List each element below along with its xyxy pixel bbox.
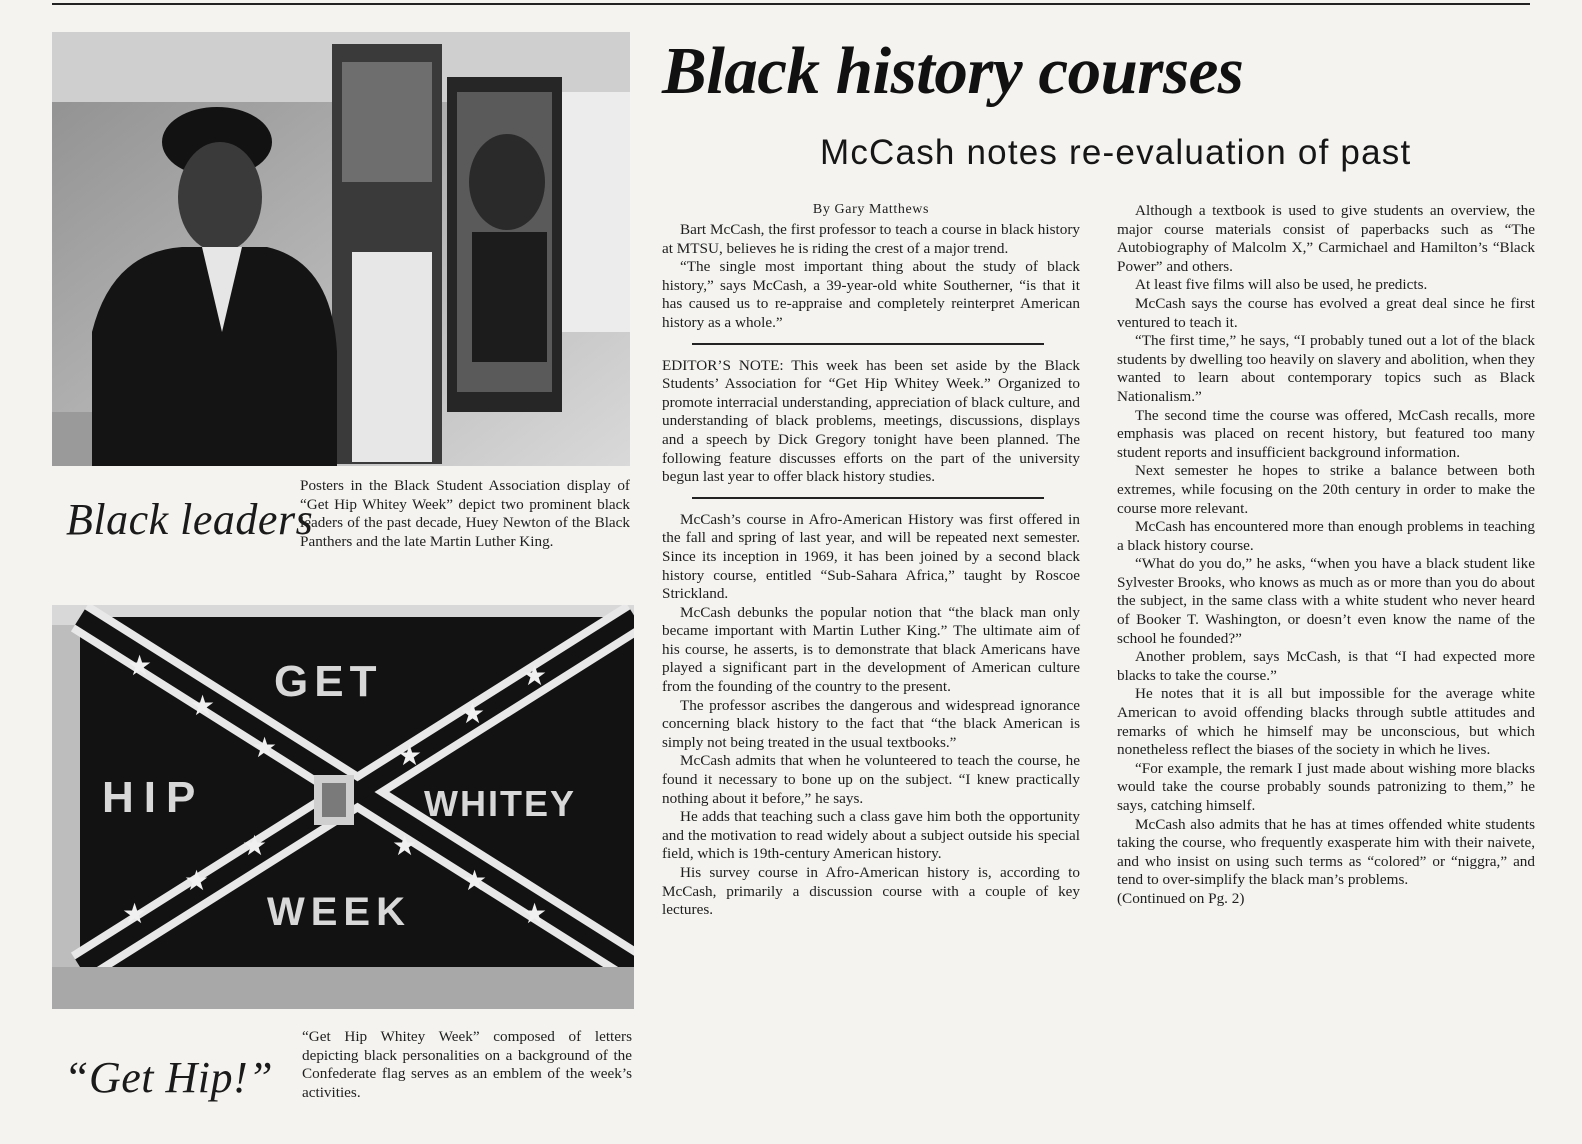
photo2-big-caption: “Get Hip!” bbox=[64, 1053, 274, 1102]
body-paragraph: McCash has encountered more than enough problems in teaching a black history course. bbox=[1117, 518, 1535, 554]
divider-rule bbox=[692, 497, 1044, 499]
photo-black-leaders bbox=[52, 32, 630, 466]
body-paragraph: McCash admits that when he volunteered to teach the course, he found it necessary to bone up on the subject. “I knew practically nothing about it before,” he says. bbox=[662, 752, 1080, 807]
subheadline: McCash notes re-evaluation of past bbox=[820, 133, 1412, 172]
body-paragraph: He adds that teaching such a class gave him both the opportunity and the motivation to read widely about a subject outside his special field, which is 19th-century American history. bbox=[662, 808, 1080, 863]
svg-text:★: ★ bbox=[522, 659, 548, 692]
body-paragraph: At least five films will also be used, he predicts. bbox=[1135, 276, 1428, 294]
body-paragraph: Although a textbook is used to give students an overview, the major course materials consist of paperbacks such as “The Autobiography of Malcolm X,” Carmichael and Hamilton’s “Black Power” and others. bbox=[1117, 202, 1535, 275]
svg-text:★: ★ bbox=[252, 731, 278, 764]
divider-rule bbox=[692, 343, 1044, 345]
svg-text:★: ★ bbox=[127, 649, 153, 682]
svg-text:★: ★ bbox=[122, 897, 148, 930]
top-rule bbox=[52, 3, 1530, 5]
body-paragraph: “What do you do,” he asks, “when you have a black student like Sylvester Brooks, who knows as much as or more than you do about the subject, in the same class with a white student who never heard of Booker T. Washington, or doesn’t even know the name of the school he founded?” bbox=[1117, 555, 1535, 647]
article-column-2 bbox=[1117, 202, 1535, 909]
photo2-caption: “Get Hip Whitey Week” composed of letters depicting black personalities on a background of the Confederate flag serves as an emblem of the week’s activities. bbox=[302, 1028, 632, 1101]
editors-note: EDITOR’S NOTE: This week has been set aside by the Black Students’ Association for “Get Hip Whitey Week.” Organized to promote interracial understanding, appreciation of black culture, and understanding of black problems, meetings, discussions, displays and a speech by Dick Gregory tonight have been planned. The following feature discusses efforts on the part of the university begun last year to offer black history studies. bbox=[662, 356, 1080, 486]
byline: By Gary Matthews bbox=[812, 202, 930, 217]
body-paragraph: McCash’s course in Afro-American History was first offered in the fall and spring of last year, and will be repeated next semester. Since its inception in 1969, it has been joined by a second black history course, entitled “Sub-Sahara Africa,” taught by Roscoe Strickland. bbox=[662, 510, 1080, 603]
photo1-caption: Posters in the Black Student Association display of “Get Hip Whitey Week” depict two prominent black leaders of the past decade, Huey Newton of the Black Panthers and the late Martin Luther King. bbox=[300, 477, 630, 550]
continued-link[interactable]: (Continued on Pg. 2) bbox=[1117, 889, 1245, 907]
body-paragraph: McCash also admits that he has at times offended white students taking the course, who frequently exasperate him with their naivete, and who insist on using such terms as “colored” or “niggra,” and tend to over-simplify the black man’s problems. bbox=[1117, 815, 1535, 889]
svg-text:★: ★ bbox=[190, 689, 216, 722]
photo1-big-caption: Black leaders bbox=[66, 495, 314, 544]
flag-word-whitey: WHITEY bbox=[424, 783, 576, 824]
intro-paragraph: “The single most important thing about the study of black history,” says McCash, a 39-year-old white Southerner, “is that it has caused us to re-appraise and completely reinterpret American history as a whole.” bbox=[662, 258, 1080, 331]
body-paragraph: McCash debunks the popular notion that “the black man only became important with Martin Luther King.” The ultimate aim of his course, he asserts, is to demonstrate that black Americans have played a significant part in the development of American culture from the founding of the country to the present. bbox=[662, 603, 1080, 696]
body-paragraph: “For example, the remark I just made about wishing more blacks would take the course probably sounds patronizing to them,” he says, catching himself. bbox=[1117, 759, 1535, 814]
body-paragraph: His survey course in Afro-American history is, according to McCash, primarily a discussion course with a couple of key lectures. bbox=[662, 864, 1080, 919]
svg-text:★: ★ bbox=[462, 864, 488, 897]
body-paragraph: “The first time,” he says, “I probably tuned out a lot of the black students by dwelling too heavily on slavery and abolition, when they wanted to learn about contemporary topics such as Black Nationalism.” bbox=[1117, 332, 1536, 405]
body-paragraph: Next semester he hopes to strike a balance between both extremes, while focusing on the 20th century in order to make the course more relevant. bbox=[1117, 462, 1535, 517]
flag-word-week: WEEK bbox=[267, 890, 411, 934]
svg-text:★: ★ bbox=[460, 697, 486, 730]
article-column-1 bbox=[662, 201, 1080, 920]
svg-text:★: ★ bbox=[397, 739, 423, 772]
flag-word-get: GET bbox=[274, 657, 383, 706]
body-paragraph: The second time the course was offered, McCash recalls, more emphasis was placed on recent history, but featured too many student reports and insufficient background information. bbox=[1117, 406, 1535, 461]
photo-get-hip-flag bbox=[52, 605, 634, 1009]
body-paragraph: McCash says the course has evolved a great deal since he first ventured to teach it. bbox=[1117, 294, 1535, 331]
intro-paragraph: Bart McCash, the first professor to teach a course in black history at MTSU, believes he is riding the crest of a major trend. bbox=[662, 221, 1080, 257]
flag-word-hip: HIP bbox=[102, 773, 206, 822]
body-paragraph: He notes that it is all but impossible for the average white American to avoid offending blacks through subtle attitudes and remarks of which he himself may be unconscious, but which nonetheless reflect the biases of the society in which he lives. bbox=[1117, 685, 1535, 759]
body-paragraph: Another problem, says McCash, is that “I had expected more blacks to take the course.” bbox=[1117, 648, 1535, 684]
headline: Black history courses bbox=[662, 34, 1244, 108]
svg-text:★: ★ bbox=[242, 829, 268, 862]
svg-text:★: ★ bbox=[184, 864, 210, 897]
svg-text:★: ★ bbox=[392, 829, 418, 862]
svg-text:★: ★ bbox=[522, 897, 548, 930]
body-paragraph: The professor ascribes the dangerous and widespread ignorance concerning black history to the fact that “the black American is simply not being treated in the usual textbooks.” bbox=[662, 696, 1080, 751]
